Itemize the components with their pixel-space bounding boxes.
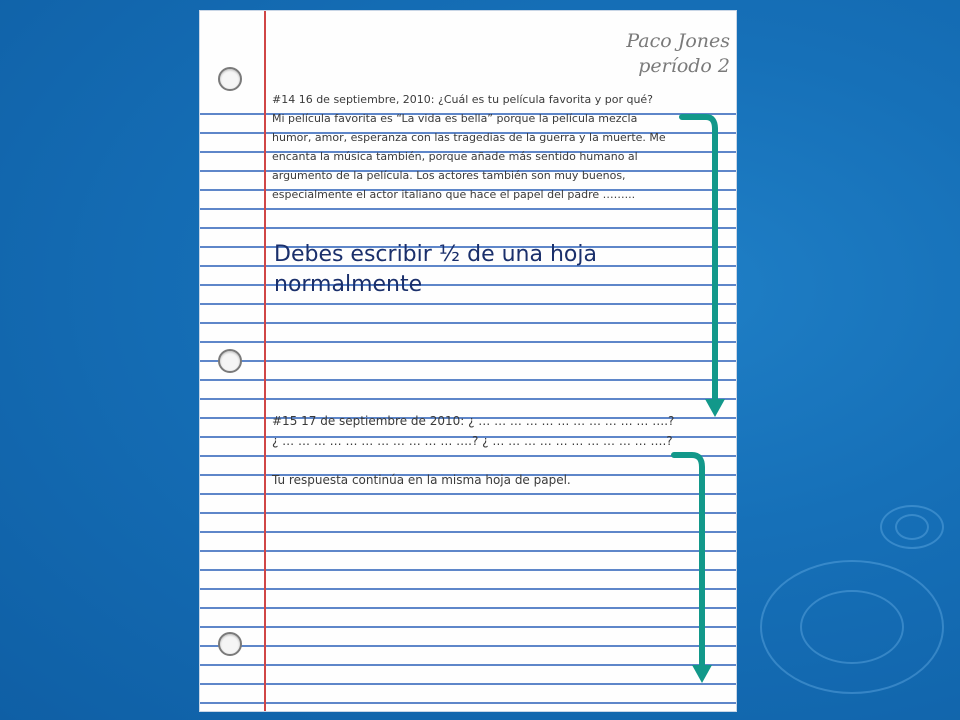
entry-14-line: humor, amor, esperanza con las tragedias de la guerra y la muerte. Me	[272, 131, 666, 144]
student-name: Paco Jones	[626, 30, 730, 52]
down-arrow-icon	[660, 105, 730, 425]
down-arrow-icon	[660, 447, 730, 692]
entry-14-line: Mi película favorita es “La vida es bella” porque la película mezcla	[272, 112, 638, 125]
entry-14-line: encanta la música también, porque añade más sentido humano al	[272, 150, 638, 163]
margin-line	[264, 11, 266, 711]
student-name-block	[626, 29, 730, 79]
answer-continues-note: Tu respuesta continúa en la misma hoja de papel.	[272, 473, 571, 487]
binder-hole	[218, 349, 242, 373]
class-period: período 2	[638, 55, 730, 77]
entry-14-line: #14 16 de septiembre, 2010: ¿Cuál es tu película favorita y por qué?	[272, 93, 654, 106]
entry-15-line: #15 17 de septiembre de 2010: ¿ … … … … … … … … … … … ….?	[272, 414, 675, 428]
binder-hole	[218, 67, 242, 91]
instruction-text	[274, 240, 597, 300]
notebook-page	[200, 11, 736, 711]
instruction-line: Debes escribir ½ de una hoja	[274, 242, 597, 267]
instruction-line: normalmente	[274, 272, 423, 297]
entry-14-line: argumento de la película. Los actores también son muy buenos,	[272, 169, 626, 182]
entry-15-line: ¿ … … … … … … … … … … … ….? ¿ … … … … … … … … … … ….?	[272, 434, 673, 448]
binder-hole	[218, 632, 242, 656]
entry-14-line: especialmente el actor italiano que hace el papel del padre ……...	[272, 188, 636, 201]
